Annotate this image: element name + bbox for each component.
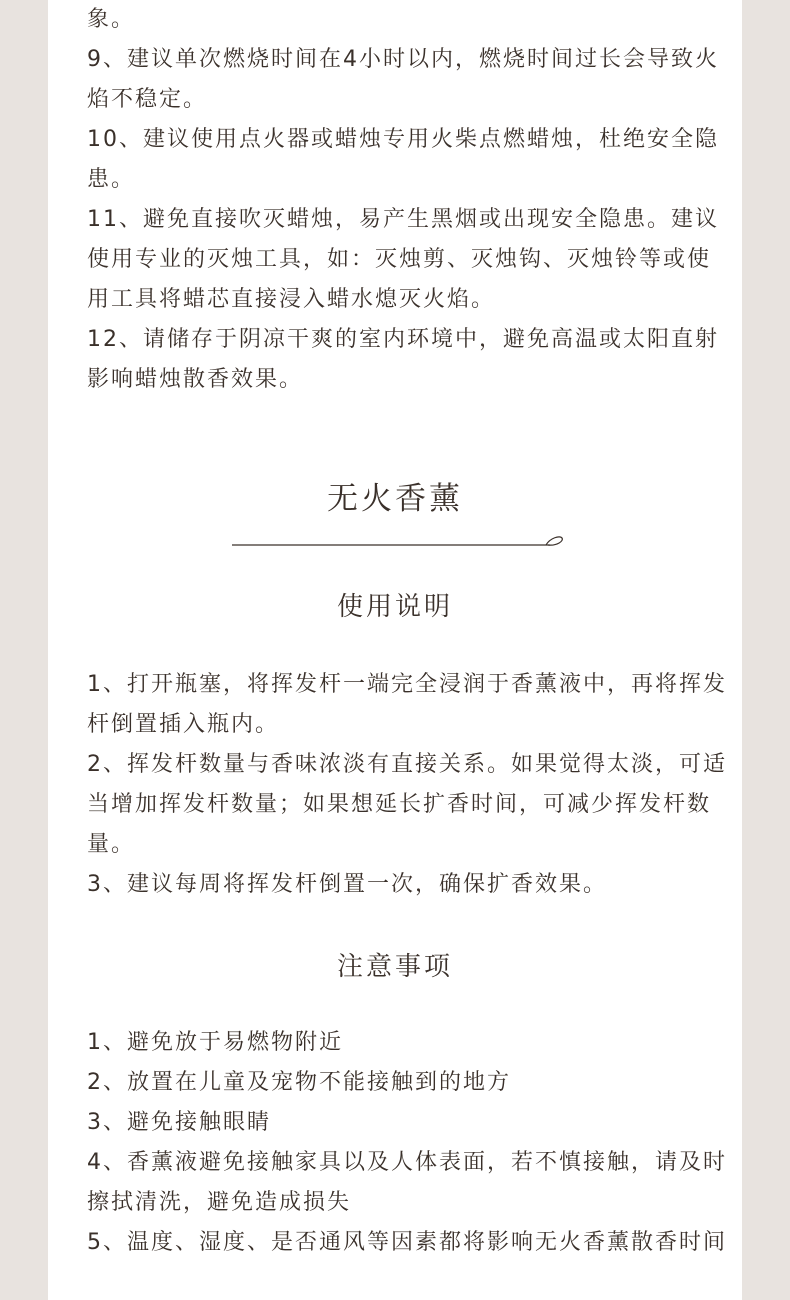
note-item-12: 12、请储存于阴凉干爽的室内环境中，避免高温或太阳直射影响蜡烛散香效果。 xyxy=(87,327,719,392)
note-item-9: 9、建议单次燃烧时间在4小时以内，燃烧时间过长会导致火焰不稳定。 xyxy=(87,47,719,112)
caution-item-5: 5、温度、湿度、是否通风等因素都将影响无火香薰散香时间 xyxy=(87,1230,727,1255)
usage-item-1: 1、打开瓶塞，将挥发杆一端完全浸润于香薰液中，再将挥发杆倒置插入瓶内。 xyxy=(87,672,727,737)
caution-item-2: 2、放置在儿童及宠物不能接触到的地方 xyxy=(87,1070,511,1095)
note-fragment: 象。 xyxy=(87,7,136,32)
cautions-list xyxy=(87,1023,727,1263)
caution-item-1: 1、避免放于易燃物附近 xyxy=(87,1030,343,1055)
content-page xyxy=(48,0,742,1300)
usage-item-2: 2、挥发杆数量与香味浓淡有直接关系。如果觉得太淡，可适当增加挥发杆数量；如果想延长扩香时间，可减少挥发杆数量。 xyxy=(87,752,727,857)
caution-item-3: 3、避免接触眼睛 xyxy=(87,1110,271,1135)
section-title: 无火香薰 xyxy=(327,481,463,517)
usage-list xyxy=(87,665,727,905)
caution-item-4: 4、香薰液避免接触家具以及人体表面，若不慎接触，请及时擦拭清洗，避免造成损失 xyxy=(87,1150,727,1215)
cautions-heading: 注意事项 xyxy=(336,952,453,982)
decorative-divider xyxy=(232,532,564,552)
candle-notes-tail xyxy=(87,0,727,400)
note-item-11: 11、避免直接吹灭蜡烛，易产生黑烟或出现安全隐患。建议使用专业的灭烛工具，如：灭烛剪、灭烛钩、灭烛铃等或使用工具将蜡芯直接浸入蜡水熄灭火焰。 xyxy=(87,207,719,312)
usage-heading: 使用说明 xyxy=(336,592,453,622)
note-item-10: 10、建议使用点火器或蜡烛专用火柴点燃蜡烛，杜绝安全隐患。 xyxy=(87,127,719,192)
usage-item-3: 3、建议每周将挥发杆倒置一次，确保扩香效果。 xyxy=(87,872,607,897)
